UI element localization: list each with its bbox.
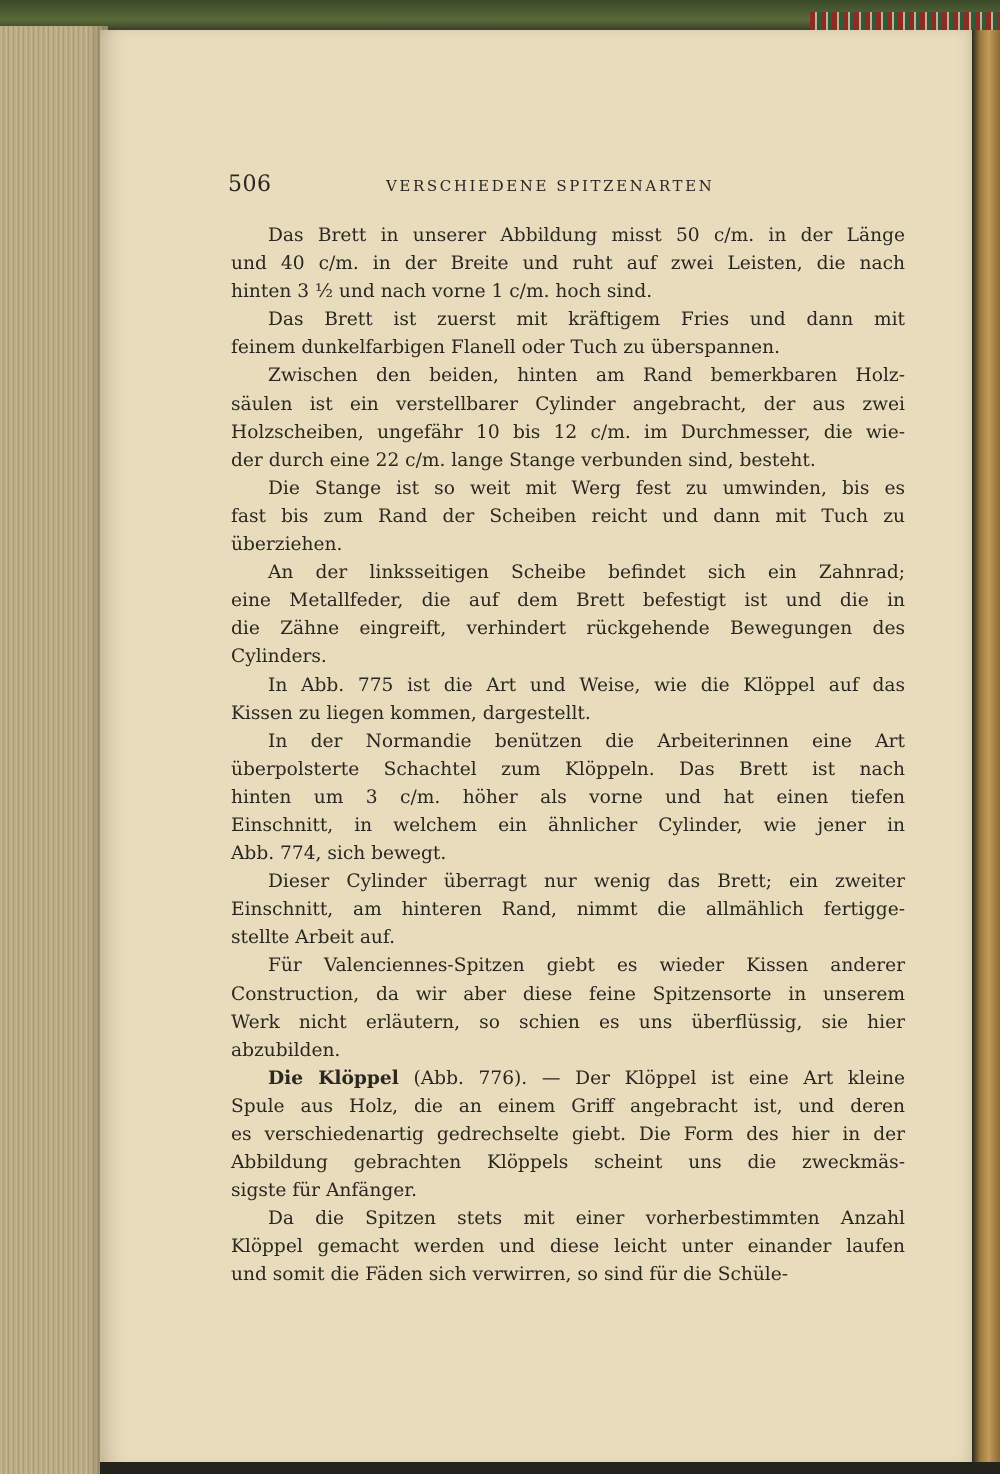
section-heading: Die Klöppel <box>268 1067 399 1089</box>
text-line: Spule aus Holz, die an einem Griff angebracht ist, und deren <box>231 1095 905 1117</box>
text-line: An der linksseitigen Scheibe befindet sich ein Zahnrad; <box>268 562 905 584</box>
text-line: hinten um 3 c/m. höher als vorne und hat einen tiefen <box>231 786 905 808</box>
paragraph <box>231 728 905 868</box>
text-line: sigste für Anfänger. <box>231 1180 417 1202</box>
text-line: eine Metallfeder, die auf dem Brett befestigt ist und die in <box>231 590 905 612</box>
text-line: feinem dunkelfarbigen Flanell oder Tuch zu überspannen. <box>231 337 781 359</box>
text-line: der durch eine 22 c/m. lange Stange verbunden sind, besteht. <box>231 449 816 471</box>
body-text <box>231 222 905 1290</box>
text-line: Das Brett ist zuerst mit kräftigem Fries und dann mit <box>268 309 905 331</box>
text-line: Zwischen den beiden, hinten am Rand bemerkbaren Holz- <box>268 365 905 387</box>
text-line: säulen ist ein verstellbarer Cylinder angebracht, der aus zwei <box>231 393 905 415</box>
text-line: Werk nicht erläutern, so schien es uns überflüssig, sie hier <box>231 1011 905 1033</box>
text-line: überpolsterte Schachtel zum Klöppeln. Das Brett ist nach <box>231 758 905 780</box>
text-line: Die Stange ist so weit mit Werg fest zu umwinden, bis es <box>268 477 905 499</box>
text-line: In der Normandie benützen die Arbeiterinnen eine Art <box>268 730 905 752</box>
text-line: Kissen zu liegen kommen, dargestellt. <box>231 702 591 724</box>
paragraph <box>231 306 905 362</box>
paragraph <box>231 952 905 1064</box>
text-line: Abb. 774, sich bewegt. <box>231 843 447 865</box>
text-line-rest: (Abb. 776). — Der Klöppel ist eine Art kleine <box>398 1067 906 1089</box>
paragraph <box>231 222 905 306</box>
text-line: Das Brett in unserer Abbildung misst 50 c/m. in der Länge <box>268 225 905 246</box>
paragraph <box>231 1205 905 1289</box>
text-line: Cylinders. <box>231 646 327 668</box>
text-line: In Abb. 775 ist die Art und Weise, wie die Klöppel auf das <box>268 674 905 696</box>
paragraph <box>231 1065 905 1205</box>
running-header <box>0 172 1000 202</box>
text-line: es verschiedenartig gedrechselte giebt. Die Form des hier in der <box>231 1124 905 1145</box>
text-line: Einschnitt, in welchem ein ähnlicher Cylinder, wie jener in <box>231 814 905 836</box>
text-line: die Zähne eingreift, verhindert rückgehende Bewegungen des <box>231 618 905 640</box>
text-line: Dieser Cylinder überragt nur wenig das Brett; ein zweiter <box>268 871 905 893</box>
running-title: VERSCHIEDENE SPITZENARTEN <box>386 177 715 195</box>
paragraph <box>231 362 905 474</box>
page-number: 506 <box>228 172 272 197</box>
text-line: Holzscheiben, ungefähr 10 bis 12 c/m. im Durchmesser, die wie- <box>231 421 905 443</box>
text-line: Construction, da wir aber diese feine Spitzensorte in unserem <box>231 983 905 1005</box>
paragraph <box>231 559 905 671</box>
bookmark-ribbon <box>810 12 1000 32</box>
text-line: fast bis zum Rand der Scheiben reicht und dann mit Tuch zu <box>231 505 905 527</box>
text-line: hinten 3 ½ und nach vorne 1 c/m. hoch sind. <box>231 281 653 303</box>
text-line: Da die Spitzen stets mit einer vorherbestimmten Anzahl <box>268 1208 905 1230</box>
text-line: überziehen. <box>231 534 343 556</box>
binding-bottom-band <box>100 1462 1000 1474</box>
paragraph <box>231 475 905 559</box>
cover-edge <box>972 30 1000 1464</box>
text-line: und 40 c/m. in der Breite und ruht auf zwei Leisten, die nach <box>231 253 905 275</box>
text-line: Einschnitt, am hinteren Rand, nimmt die allmählich fertigge- <box>231 899 905 921</box>
paragraph <box>231 868 905 952</box>
text-line: und somit die Fäden sich verwirren, so sind für die Schüle- <box>231 1264 789 1286</box>
text-line <box>231 1065 905 1093</box>
text-line: abzubilden. <box>231 1039 341 1061</box>
text-line: Klöppel gemacht werden und diese leicht unter einander laufen <box>231 1236 905 1258</box>
text-line: stellte Arbeit auf. <box>231 927 396 949</box>
paragraph <box>231 672 905 728</box>
text-line: Abbildung gebrachten Klöppels scheint uns die zweckmäs- <box>231 1152 905 1174</box>
text-line: Für Valenciennes-Spitzen giebt es wieder Kissen anderer <box>268 955 905 977</box>
